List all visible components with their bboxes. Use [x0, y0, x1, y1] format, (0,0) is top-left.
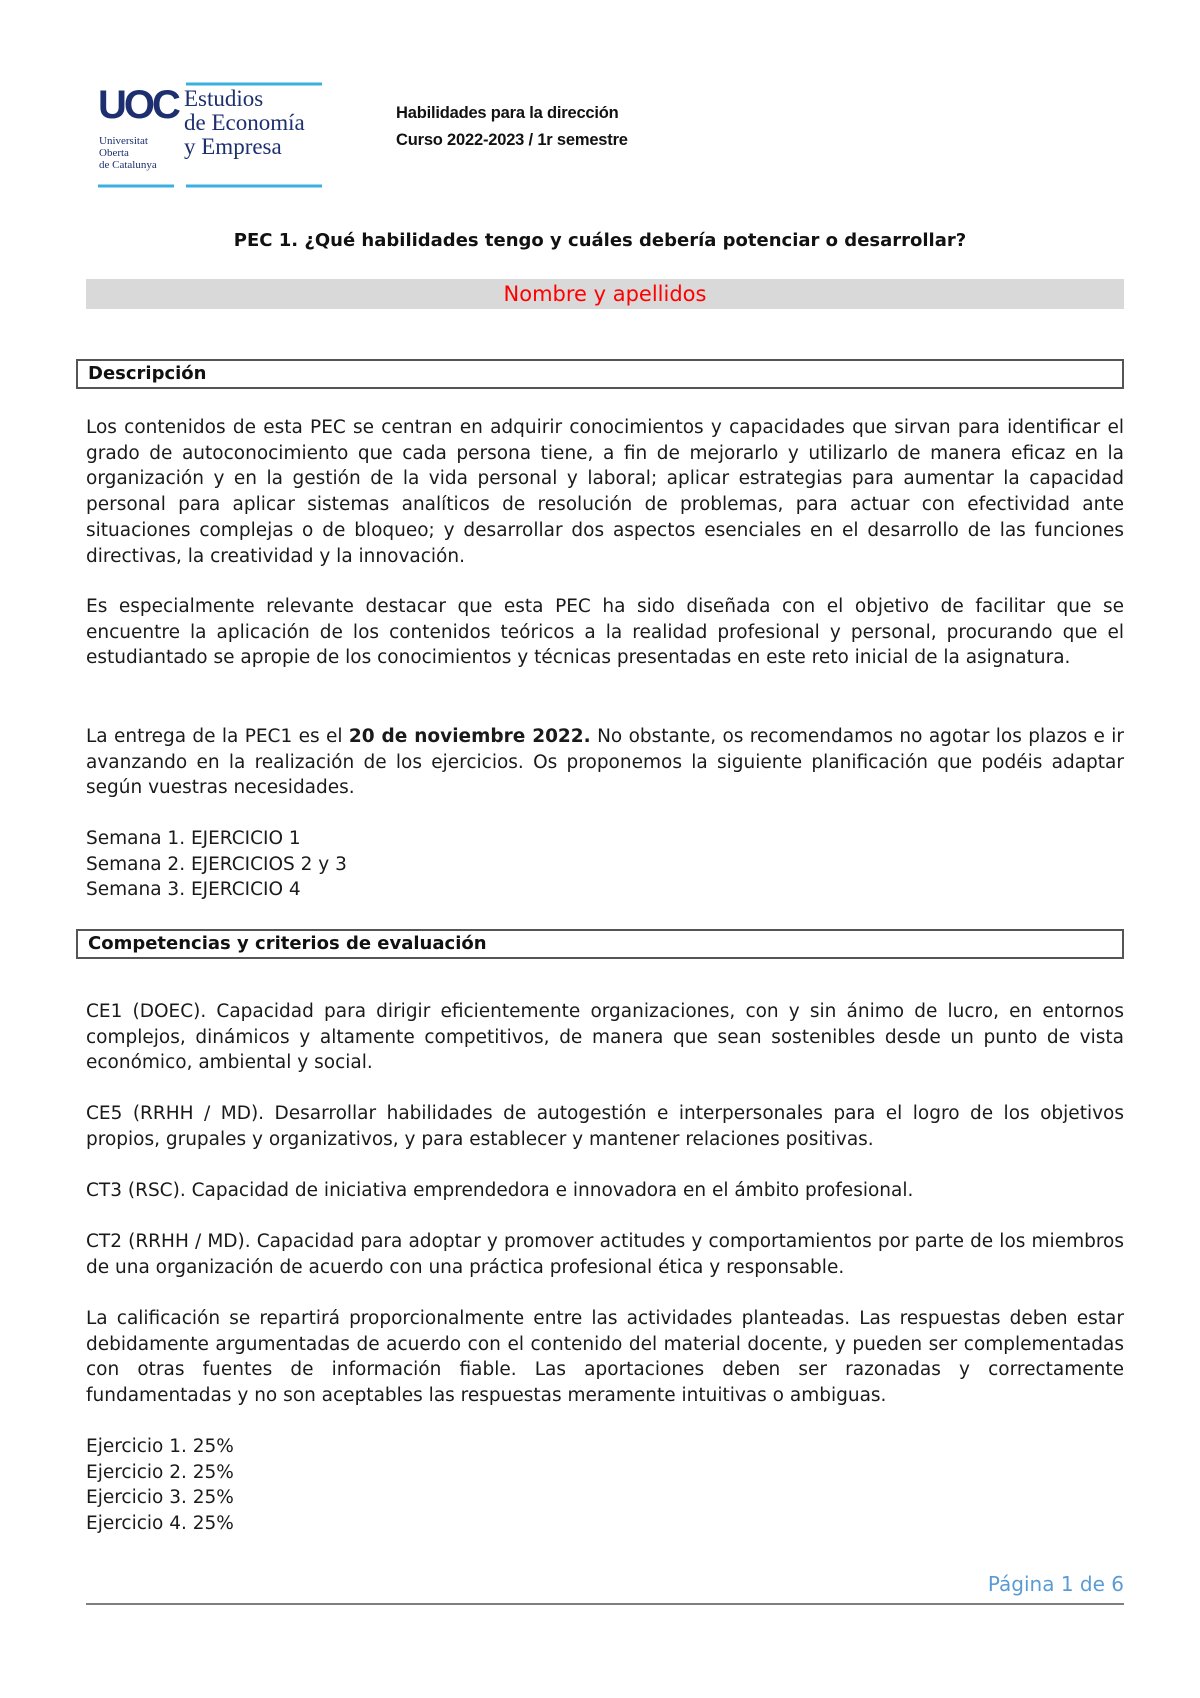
course-name: Habilidades para la dirección: [396, 104, 619, 122]
competencia-ct2: CT2 (RRHH / MD). Capacidad para adoptar y promover actitudes y comportamientos por parte de los miembros de una organización de acuerdo con una práctica profesional ética y responsable.: [86, 1231, 1124, 1278]
page-number: Página 1 de 6: [987, 1572, 1124, 1596]
descripcion-paragraph-1: Los contenidos de esta PEC se centran en adquirir conocimientos y capacidades que sirvan para identificar el grado de autoconocimiento que cada persona tiene, a fin de mejorarlo y utilizarlo de manera eficaz en la organización y en la gestión de la vida personal y laboral; aplicar estrategias para aumentar la capacidad personal para aplicar sistemas analíticos de resolución de problemas, para actuar con efectividad ante situaciones complejas o de bloqueo; y desarrollar dos aspectos esenciales en el desarrollo de las funciones directivas, la creatividad y la innovación.: [86, 417, 1124, 567]
weight-item: Ejercicio 2. 25%: [86, 1461, 234, 1483]
section-heading-competencias: Competencias y criterios de evaluación: [76, 929, 1124, 959]
logo-faculty-line-2: de Economía: [184, 110, 305, 135]
competencia-ce5: CE5 (RRHH / MD). Desarrollar habilidades de autogestión e interpersonales para el logro de los objetivos propios, grupales y organizativos, y para establecer y mantener relaciones positivas.: [86, 1103, 1124, 1150]
schedule-list: [86, 826, 1124, 903]
weight-item: Ejercicio 3. 25%: [86, 1487, 234, 1509]
deadline-date: 20 de noviembre 2022.: [348, 726, 591, 747]
logo-university-line-1: Universitat: [99, 135, 148, 147]
section-heading-descripcion: Descripción: [76, 359, 1124, 389]
footer-divider: [86, 1603, 1124, 1605]
schedule-item: Semana 1. EJERCICIO 1: [86, 828, 301, 849]
logo-university-line-3: de Catalunya: [99, 159, 157, 171]
weights-list: [86, 1434, 1124, 1537]
logo-mark: UOC: [98, 83, 178, 127]
weight-item: Ejercicio 4. 25%: [86, 1513, 234, 1535]
competencia-ct3: CT3 (RSC). Capacidad de iniciativa emprendedora e innovadora en el ámbito profesional.: [86, 1180, 914, 1201]
calificacion-paragraph: La calificación se repartirá proporcionalmente entre las actividades planteadas. Las respuestas deben estar debidamente argumentadas de acuerdo con el contenido del material docente, y pueden ser complementadas con otras fuentes de información fiable. Las aportaciones deben ser razonadas y correctamente fundamentadas y no son aceptables las respuestas meramente intuitivas o ambiguas.: [86, 1308, 1124, 1407]
document-title: PEC 1. ¿Qué habilidades tengo y cuáles debería potenciar o desarrollar?: [233, 230, 967, 251]
course-term: Curso 2022-2023 / 1r semestre: [396, 131, 628, 149]
uoc-logo: [98, 82, 324, 188]
name-field: Nombre y apellidos: [86, 279, 1124, 309]
course-header: [396, 100, 628, 154]
logo-faculty-line-1: Estudios: [184, 86, 264, 111]
logo-faculty-line-3: y Empresa: [184, 134, 282, 159]
descripcion-paragraph-3: La entrega de la PEC1 es el 20 de noviembre 2022. No obstante, os recomendamos no agotar los plazos e ir avanzando en la realización de los ejercicios. Os proponemos la siguiente planificación que podéis adaptar según vuestras necesidades.: [86, 726, 1124, 799]
weight-item: Ejercicio 1. 25%: [86, 1436, 234, 1457]
competencia-ce1: CE1 (DOEC). Capacidad para dirigir eficientemente organizaciones, con y sin ánimo de lucro, en entornos complejos, dinámicos y altamente competitivos, de manera que sean sostenibles desde un punto de vista económico, ambiental y social.: [86, 1001, 1124, 1074]
schedule-item: Semana 3. EJERCICIO 4: [86, 879, 301, 901]
logo-university-line-2: Oberta: [99, 147, 129, 159]
descripcion-paragraph-2: Es especialmente relevante destacar que esta PEC ha sido diseñada con el objetivo de facilitar que se encuentre la aplicación de los contenidos teóricos a la realidad profesional y personal, procurando que el estudiantado se apropie de los conocimientos y técnicas presentadas en este reto inicial de la asignatura.: [86, 596, 1124, 669]
schedule-item: Semana 2. EJERCICIOS 2 y 3: [86, 853, 347, 875]
